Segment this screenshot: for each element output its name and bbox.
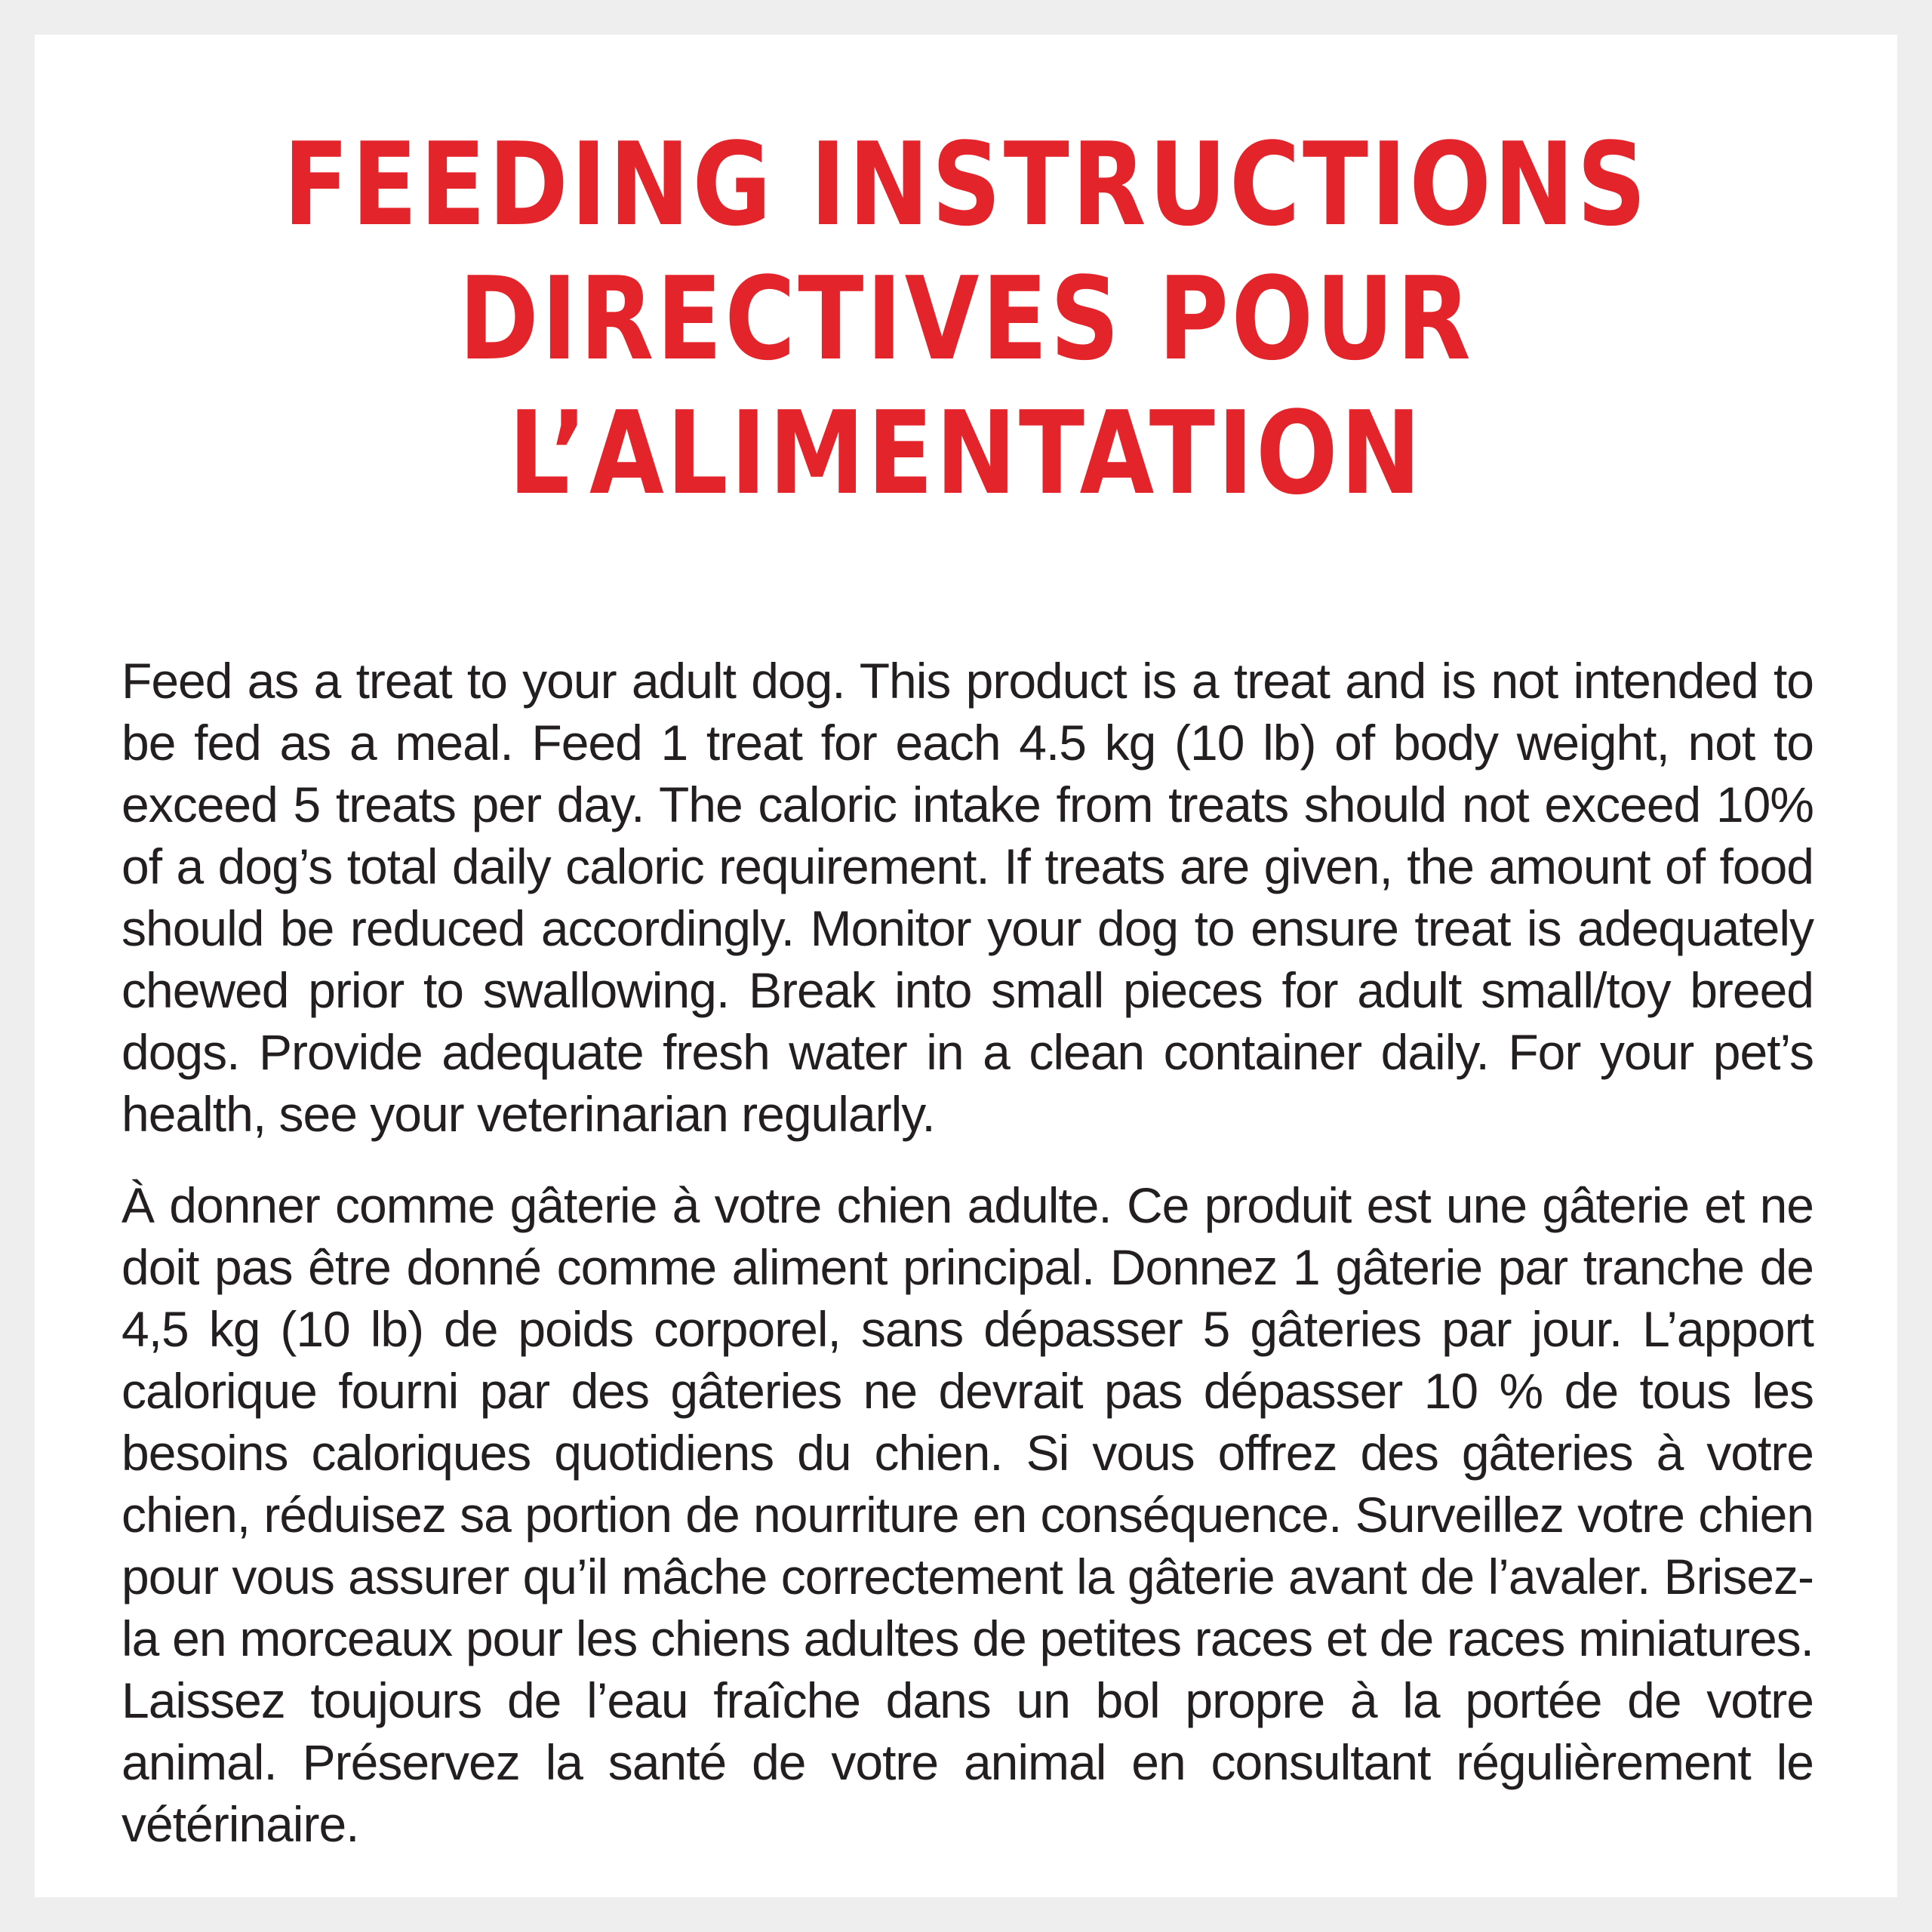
title-line-english: FEEDING INSTRUCTIONS [283, 118, 1649, 251]
english-instructions-paragraph: Feed as a treat to your adult dog. This product is a treat and is not intended to be fed as a meal. Feed 1 treat for each 4.5 kg (10 lb) of body weight, not to exceed 5 treats per day. The caloric intake from treats should not exceed 10% of a dog’s total daily caloric requirement. If treats are given, the amount of food should be reduced accordingly. Monitor your dog to ensure treat is adequately chewed prior to swallowing. Break into small pieces for adult small/toy breed dogs. Provide adequate fresh water in a clean container daily. For your pet’s health, see your veterinarian regularly. [122, 653, 1814, 1142]
french-instructions-paragraph: À donner comme gâterie à votre chien adulte. Ce produit est une gâterie et ne doit pas être donné comme aliment principal. Donnez 1 gâterie par tranche de 4,5 kg (10 lb) de poids corporel, sans dépasser 5 gâteries par jour. L’apport calorique fourni par des gâteries ne devrait pas dépasser 10 % de tous les besoins caloriques quotidiens du chien. Si vous offrez des gâteries à votre chien, réduisez sa portion de nourriture en conséquence. Surveillez votre chien pour vous assurer qu’il mâche correctement la gâterie avant de l’avaler. Brisez-la en morceaux pour les chiens adultes de petites races et de races miniatures. Laissez toujours de l’eau fraîche dans un bol propre à la portée de votre animal. Préservez la santé de votre animal en consultant régulièrement le vétérinaire. [122, 1177, 1814, 1852]
title-line-french-2: L’ALIMENTATION [508, 386, 1424, 520]
page-title [183, 118, 1748, 521]
title-line-french-1: DIRECTIVES POUR [458, 252, 1474, 386]
feeding-instructions-panel [35, 35, 1897, 1897]
